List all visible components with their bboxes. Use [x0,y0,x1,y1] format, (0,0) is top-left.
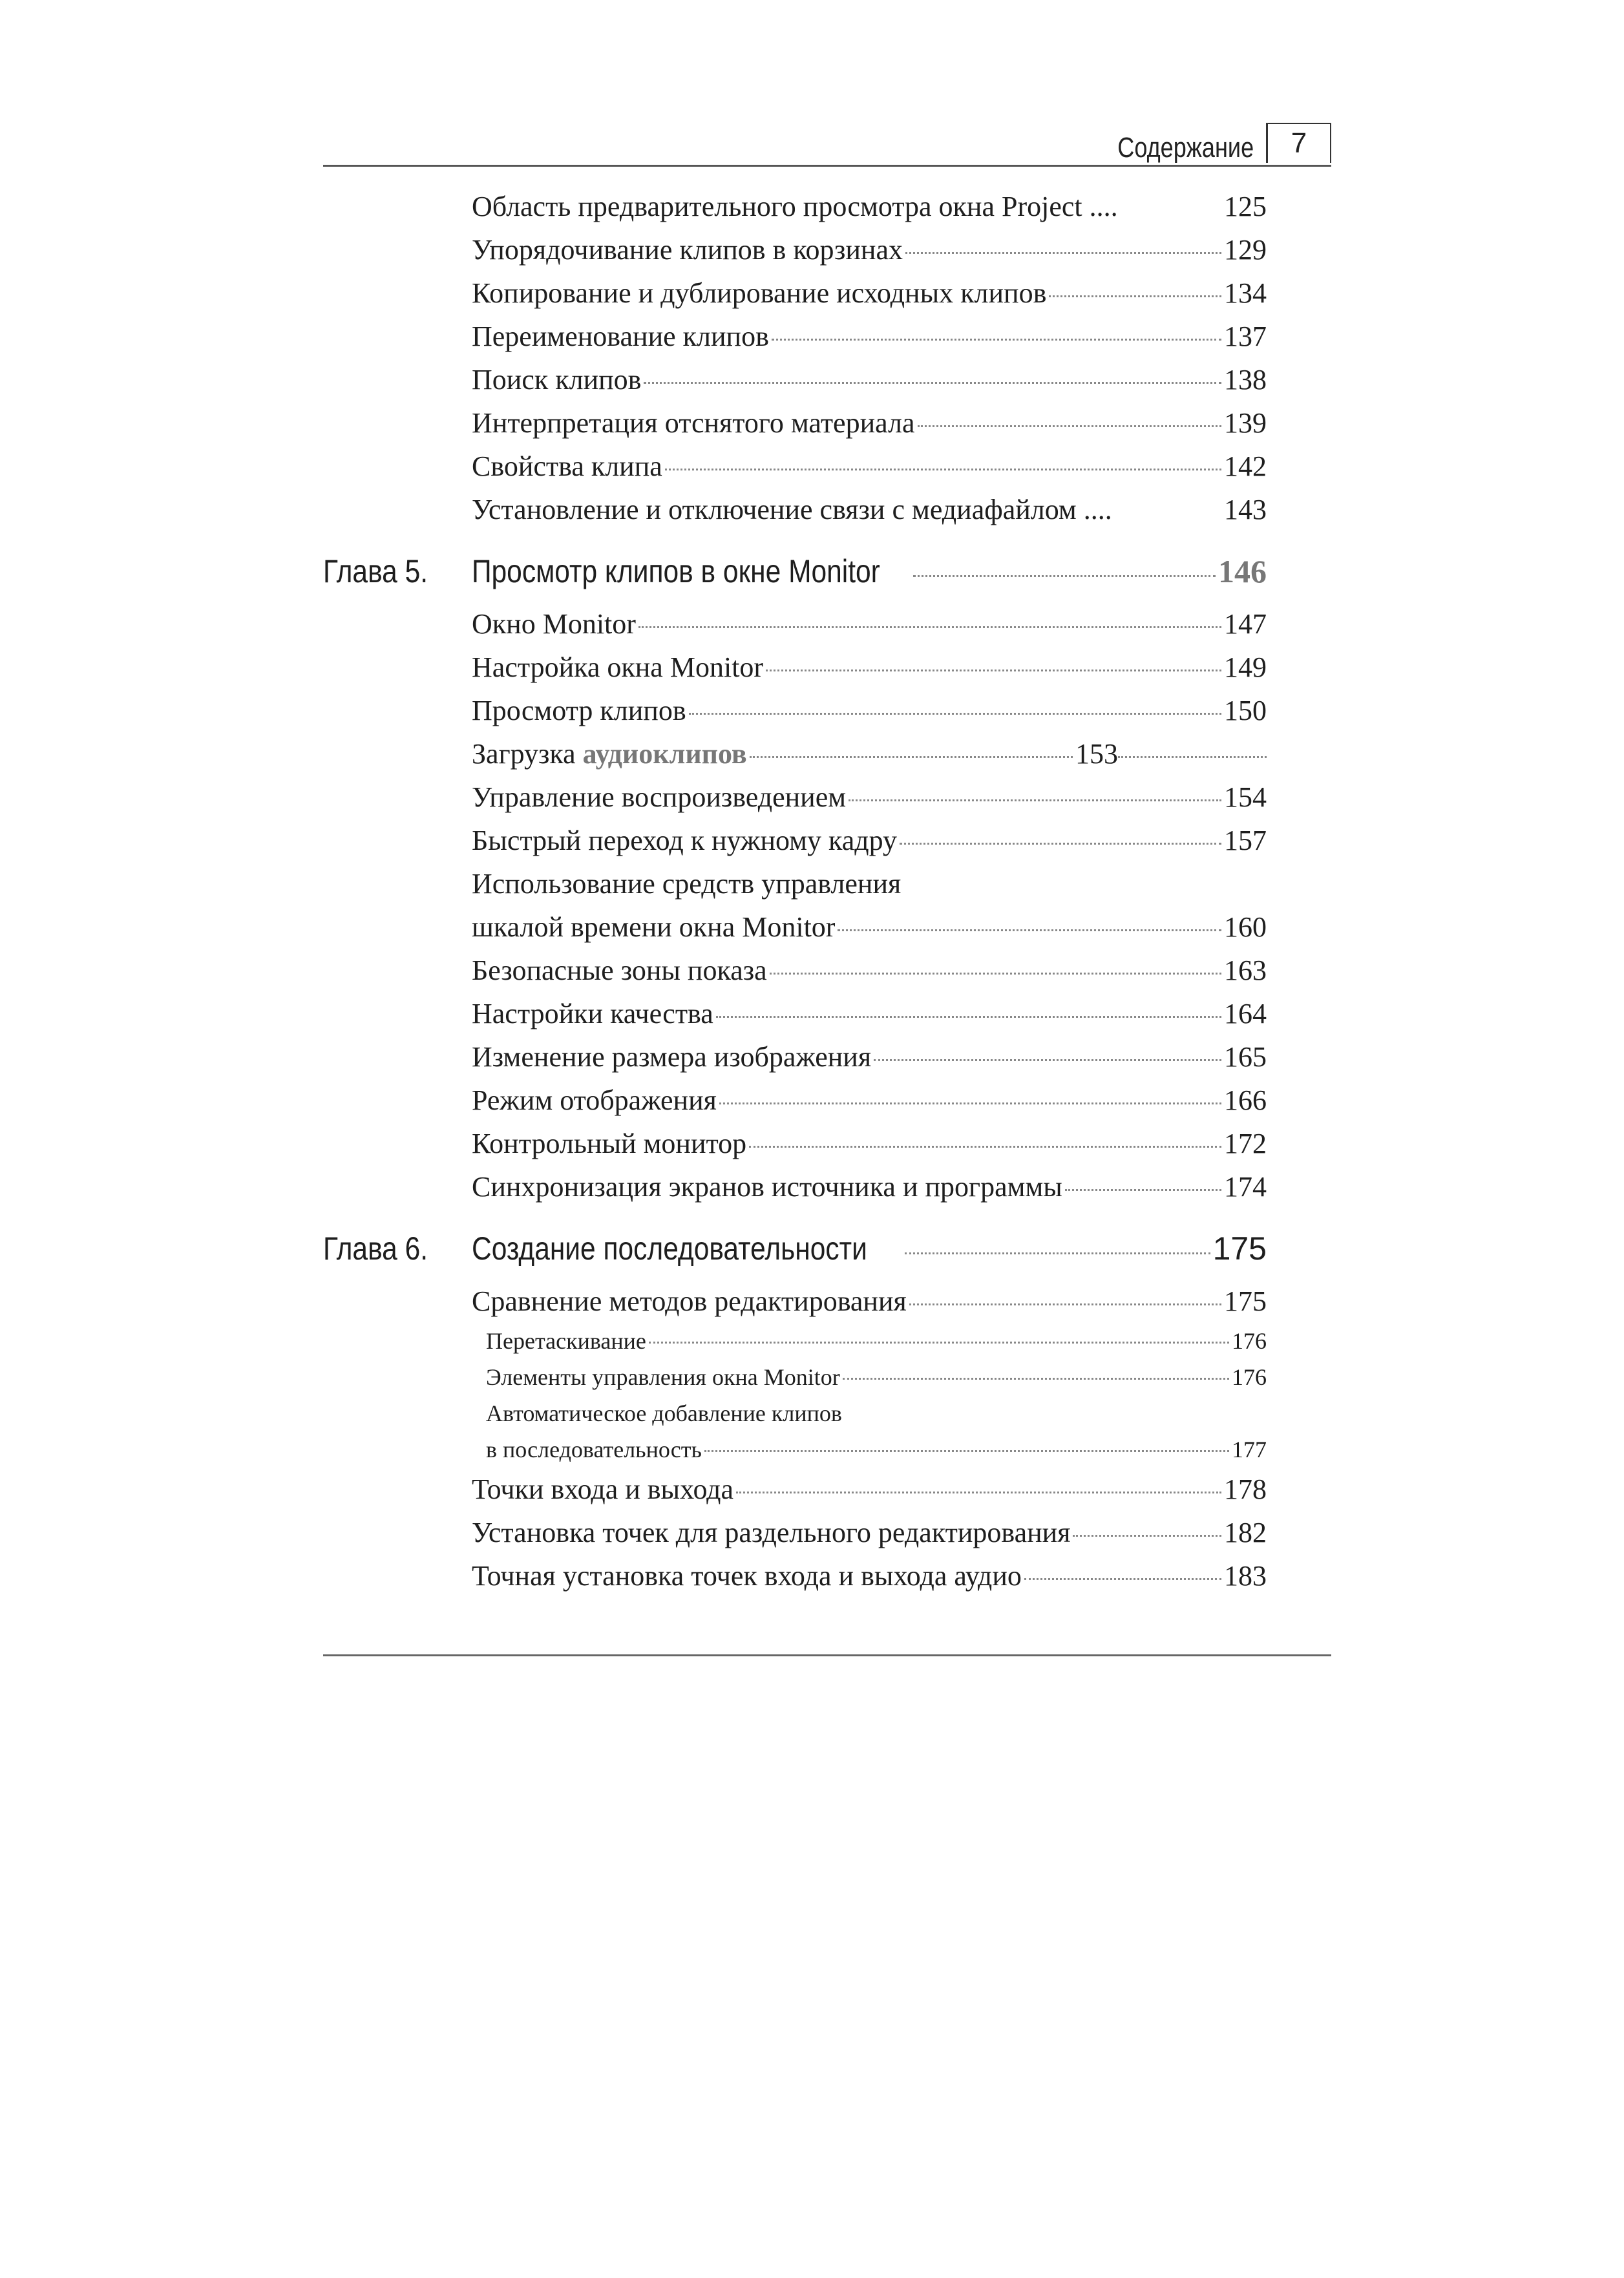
toc-subentry-line1 [323,1395,1267,1431]
toc-entry-title: Загрузка аудиоклипов [472,738,747,770]
toc-entry [323,401,1267,445]
toc-entry-page: 125 [1224,191,1267,222]
toc-entry [323,185,1267,228]
toc-entry-page: 150 [1224,695,1267,726]
toc-entry-page: 139 [1224,407,1267,439]
toc-entry-page: 160 [1224,911,1267,943]
toc-entry-page: 174 [1224,1171,1267,1203]
table-of-contents [323,185,1267,1598]
chapter-page: 175 [1212,1230,1267,1267]
toc-entry [323,1468,1267,1511]
header-rule [323,165,1331,167]
toc-entry [323,271,1267,315]
toc-entry [323,1165,1267,1208]
toc-entry-title: Использование средств управления [472,868,902,900]
toc-entry-page: 183 [1224,1560,1267,1592]
toc-entry-title: Настройка окна Monitor [472,651,764,683]
toc-entry [323,905,1267,949]
header-page-number: 7 [1266,123,1331,163]
toc-entry-page: 137 [1224,321,1267,352]
toc-entry [323,1280,1267,1323]
toc-entry-title: Настройки качества [472,998,713,1029]
toc-entry-title: Установка точек для раздельного редактирования [472,1517,1071,1548]
toc-entry-title: Точная установка точек входа и выхода аудио [472,1560,1022,1592]
toc-entry-page: 175 [1224,1285,1267,1317]
toc-subentry-title: Перетаскивание [486,1328,646,1354]
chapter-heading [323,1218,1267,1280]
toc-subentry-title: в последовательность [486,1437,702,1462]
toc-entry-page: 178 [1224,1473,1267,1505]
toc-entry-page: 164 [1224,998,1267,1029]
toc-entry-title: Безопасные зоны показа [472,954,767,986]
toc-entry-title: Область предварительного просмотра окна Project .... [472,191,1118,222]
toc-entry [323,819,1267,862]
toc-entry [323,732,1267,775]
toc-entry-page: 165 [1224,1041,1267,1073]
chapter-label: Глава 5. [323,553,428,589]
running-header [323,123,1331,168]
toc-entry-title: Сравнение методов редактирования [472,1285,907,1317]
toc-entry-page: 157 [1224,825,1267,856]
toc-entry-title: Управление воспроизведением [472,781,847,813]
toc-entry-title: шкалой времени окна Monitor [472,911,836,943]
toc-subentry [323,1323,1267,1359]
toc-entry [323,1079,1267,1122]
toc-entry [323,992,1267,1035]
toc-entry [323,1554,1267,1598]
toc-entry-title: Быстрый переход к нужному кадру [472,825,898,856]
toc-entry-page: 143 [1224,494,1267,525]
toc-subentry-page: 176 [1232,1328,1267,1354]
toc-entry-title: Интерпретация отснятого материала [472,407,915,439]
chapter-title: Создание последовательности [472,1230,867,1267]
toc-entry-title: Просмотр клипов [472,695,686,726]
toc-entry [323,228,1267,271]
footer-rule [323,1654,1331,1656]
toc-entry-title: Установление и отключение связи с медиафайлом .... [472,494,1112,525]
toc-subentry-title: Автоматическое добавление клипов [486,1400,842,1426]
toc-entry-title: Синхронизация экранов источника и программы [472,1171,1062,1203]
toc-entry-title: Режим отображения [472,1084,717,1116]
toc-entry-title: Изменение размера изображения [472,1041,872,1073]
chapter-heading [323,540,1267,602]
toc-entry-page: 154 [1224,781,1267,813]
toc-entry-title: Переименование клипов [472,321,769,352]
toc-entry-title: Упорядочивание клипов в корзинах [472,234,903,266]
toc-entry-title: Поиск клипов [472,364,642,395]
toc-subentry-title: Элементы управления окна Monitor [486,1364,840,1390]
toc-entry [323,646,1267,689]
toc-entry [323,689,1267,732]
toc-entry-page: 147 [1224,608,1267,640]
toc-entry-page: 153 [1075,738,1118,770]
toc-entry-page: 138 [1224,364,1267,395]
toc-subentry-page: 177 [1232,1437,1267,1462]
toc-entry [323,315,1267,358]
header-title: Содержание [1117,132,1254,163]
toc-entry [323,445,1267,488]
toc-entry-page: 149 [1224,651,1267,683]
toc-entry-title: Контрольный монитор [472,1128,747,1159]
toc-entry [323,1511,1267,1554]
toc-entry [323,949,1267,992]
toc-entry [323,488,1267,531]
toc-entry-title: Копирование и дублирование исходных клипов [472,277,1047,309]
chapter-title: Просмотр клипов в окне Monitor [472,553,880,589]
toc-entry [323,602,1267,646]
toc-entry-page: 182 [1224,1517,1267,1548]
toc-entry [323,1035,1267,1079]
toc-entry-title: Точки входа и выхода [472,1473,734,1505]
toc-entry [323,358,1267,401]
toc-entry-page: 129 [1224,234,1267,266]
toc-entry-title: Свойства клипа [472,450,662,482]
toc-entry-page: 134 [1224,277,1267,309]
toc-entry-line1 [323,862,1267,905]
toc-entry [323,775,1267,819]
chapter-page: 146 [1218,553,1267,589]
toc-entry-page: 172 [1224,1128,1267,1159]
toc-entry [323,1122,1267,1165]
toc-entry-page: 163 [1224,954,1267,986]
toc-subentry-page: 176 [1232,1364,1267,1390]
toc-entry-title: Окно Monitor [472,608,636,640]
toc-entry-page: 166 [1224,1084,1267,1116]
toc-entry-page: 142 [1224,450,1267,482]
toc-subentry [323,1359,1267,1395]
chapter-label: Глава 6. [323,1230,428,1267]
toc-subentry [323,1431,1267,1468]
